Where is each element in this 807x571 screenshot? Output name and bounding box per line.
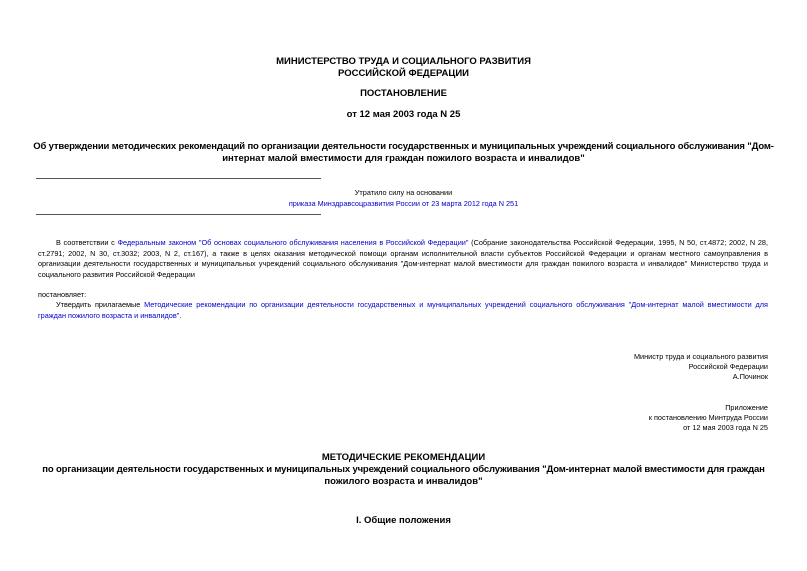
basis-order-link[interactable]: приказа Минздравсоцразвития России от 23 марта 2012 года N 251	[288, 199, 519, 208]
appendix-line3: от 12 мая 2003 года N 25	[683, 423, 768, 432]
approve-prefix: Утвердить прилагаемые	[56, 300, 145, 309]
signature-line2: Российской Федерации	[688, 362, 768, 371]
approve-suffix: .	[179, 310, 182, 320]
divider-bottom	[36, 214, 321, 215]
resolves-text: постановляет:	[38, 290, 87, 299]
ministry-name-line2: РОССИЙСКОЙ ФЕДЕРАЦИИ	[337, 68, 469, 79]
preamble-prefix: В соответствии с	[56, 238, 118, 247]
divider-top	[36, 178, 321, 179]
recommendations-subtitle-line2: пожилого возраста и инвалидов"	[324, 476, 483, 487]
lost-force-note: Утратило силу на основании	[354, 188, 453, 197]
recommendations-link[interactable]: Методические рекомендации по организации деятельности государственных и муниципальных учреждений социального обслуживания "Дом-интернат малой вместимости для граждан пожилого возраста и инвалидов"	[38, 300, 768, 320]
recommendations-subtitle-line1: по организации деятельности государственных и муниципальных учреждений социального обслуживания "Дом-интернат малой вместимости для граждан	[42, 464, 765, 475]
recommendations-title: МЕТОДИЧЕСКИЕ РЕКОМЕНДАЦИИ	[321, 452, 486, 463]
document-date: от 12 мая 2003 года N 25	[346, 109, 461, 120]
signature-line1: Министр труда и социального развития	[633, 352, 768, 361]
signature-name: А.Починок	[732, 372, 768, 381]
document-title-line1: Об утверждении методических рекомендаций по организации деятельности государственных и муниципальных учреждений социального обслуживания "Дом-	[33, 141, 774, 152]
section-heading: I. Общие положения	[356, 515, 451, 526]
preamble-paragraph	[38, 238, 768, 280]
document-title-line2: интернат малой вместимости для граждан пожилого возраста и инвалидов"	[222, 153, 585, 164]
preamble-rest: (Собрание законодательства Российской Федерации, 1995, N 50, ст.4872; 2002, N 28, ст.2791; 2002, N 30, ст.3032; 2003, N 2, ст.167), а также в целях оказания методической помощи органам исполнительной власти субъектов Российской Федерации и органам местного самоуправления в организации деятельности государственных и муниципальных учреждений социального обслуживания "Дом-интернат малой вместимости для граждан пожилого возраста и инвалидов" Министерство труда и социального развития Российской Федерации	[38, 238, 769, 279]
appendix-line1: Приложение	[725, 403, 768, 412]
federal-law-link[interactable]: Федеральным законом "Об основах социального обслуживания населения в Российской Федерации"	[117, 238, 469, 247]
appendix-line2: к постановлению Минтруда России	[648, 413, 768, 422]
ministry-name-line1: МИНИСТЕРСТВО ТРУДА И СОЦИАЛЬНОГО РАЗВИТИЯ	[276, 56, 531, 67]
approve-paragraph	[38, 300, 768, 321]
document-type: ПОСТАНОВЛЕНИЕ	[360, 88, 447, 99]
